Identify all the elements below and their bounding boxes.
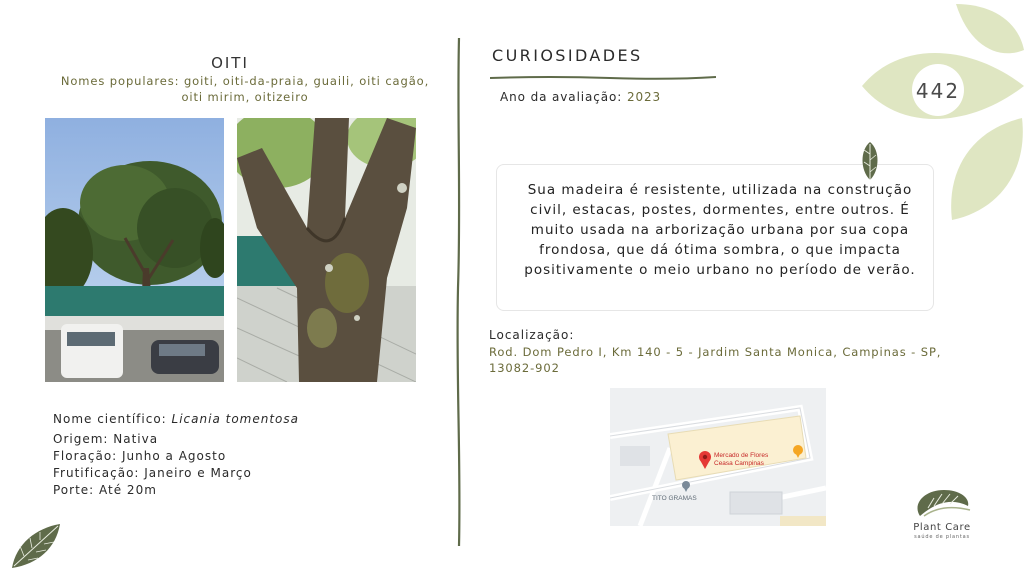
fruiting: Frutificação: Janeiro e Março (53, 466, 252, 480)
map-pin-label-2: Ceasa Campinas (714, 460, 764, 467)
location-map[interactable] (610, 388, 826, 526)
evaluation-year-value: 2023 (626, 90, 662, 104)
location-address: Rod. Dom Pedro I, Km 140 - 5 - Jardim Santa Monica, Campinas - SP, 13082-902 (489, 345, 942, 375)
trunk-photo (237, 118, 416, 382)
evaluation-year-label: Ano da avaliação: (500, 90, 627, 104)
popular-names: Nomes populares: goiti, oiti-da-praia, guaili, oiti cagão, oiti mirim, oitizeiro (60, 74, 430, 104)
title-underline (490, 67, 716, 75)
scientific-name-value: Licania tomentosa (171, 412, 299, 426)
evaluation-year (500, 90, 661, 104)
origin: Origem: Nativa (53, 432, 159, 446)
map-pin-label-1: Mercado de Flores (714, 452, 769, 459)
decorative-leaves (860, 0, 1024, 230)
location-label: Localização: (489, 328, 575, 342)
column-divider (452, 38, 466, 546)
size: Porte: Até 20m (53, 483, 157, 497)
brand-tagline: saúde de plantas (914, 534, 970, 540)
curiosities-title: CURIOSIDADES (492, 46, 643, 65)
plant-title: OITI (211, 54, 249, 72)
decorative-leaf-icon (10, 522, 62, 570)
map-poi-label: TITO GRAMAS (652, 495, 697, 502)
plant-facts (53, 411, 299, 499)
curiosity-text: Sua madeira é resistente, utilizada na construção civil, estacas, postes, dormentes, entre outros. É muito usada na arborização urbana por sua copa frondosa, que dá ótima sombra, o que impacta positivamente o meio urbano no período de verão. (524, 182, 916, 278)
scientific-name (53, 411, 299, 428)
tree-photo (45, 118, 224, 382)
scientific-name-label: Nome científico: (53, 412, 172, 426)
flowering: Floração: Junho a Agosto (53, 449, 227, 463)
specimen-number: 442 (915, 79, 961, 103)
brand-name: Plant Care (913, 522, 971, 533)
